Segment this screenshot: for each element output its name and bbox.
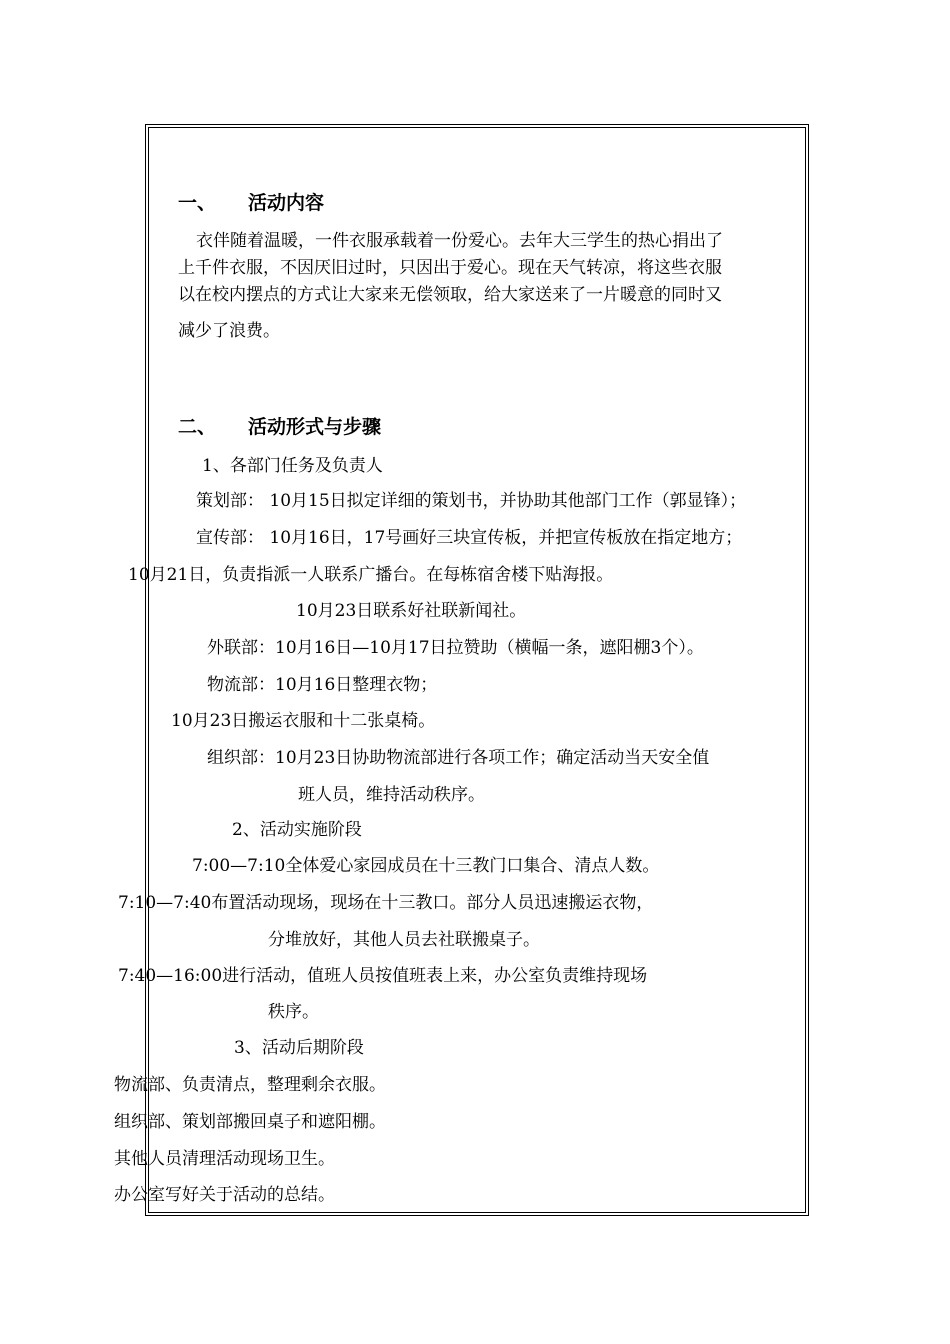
section-2-title: 活动形式与步骤 (248, 416, 382, 438)
task-line: 组织部：10月23日协助物流部进行各项工作；确定活动当天安全值 (207, 748, 710, 768)
stage-line: 7:10—7:40布置活动现场，现场在十三教口。部分人员迅速搬运衣物， (118, 893, 654, 913)
after-line: 办公室写好关于活动的总结。 (114, 1185, 335, 1205)
stage-line: 秩序。 (268, 1002, 319, 1022)
task-line: 宣传部： 10月16日，17号画好三块宣传板，并把宣传板放在指定地方； (196, 528, 743, 548)
stage-line: 7:00—7:10全体爱心家园成员在十三教门口集合、清点人数。 (192, 856, 660, 876)
after-line: 物流部、负责清点，整理剩余衣服。 (114, 1075, 386, 1095)
after-line: 其他人员清理活动现场卫生。 (114, 1149, 335, 1169)
section-2-heading (178, 416, 381, 438)
section-1-heading (178, 192, 324, 214)
section-1-paragraph-line: 衣伴随着温暖，一件衣服承载着一份爱心。去年大三学生的热心捐出了 (196, 231, 723, 251)
task-line: 外联部：10月16日—10月17日拉赞助（横幅一条，遮阳棚3个）。 (207, 638, 704, 658)
task-line: 10月23日联系好社联新闻社。 (296, 601, 527, 621)
task-line: 物流部：10月16日整理衣物； (207, 675, 438, 695)
section-2-number: 二、 (178, 416, 217, 438)
section-1-number: 一、 (178, 192, 217, 214)
stage-line: 7:40—16:00进行活动，值班人员按值班表上来，办公室负责维持现场 (118, 966, 648, 986)
task-line: 班人员，维持活动秩序。 (298, 785, 485, 805)
subsection-3-heading: 3、活动后期阶段 (234, 1038, 364, 1058)
task-line: 策划部： 10月15日拟定详细的策划书，并协助其他部门工作（郭显锋）； (196, 491, 747, 511)
section-1-title: 活动内容 (248, 192, 325, 214)
task-line: 10月21日，负责指派一人联系广播台。在每栋宿舍楼下贴海报。 (128, 565, 614, 585)
after-line: 组织部、策划部搬回桌子和遮阳棚。 (114, 1112, 386, 1132)
section-1-paragraph-line: 上千件衣服，不因厌旧过时，只因出于爱心。现在天气转凉，将这些衣服 (178, 258, 722, 278)
subsection-1-heading: 1、各部门任务及负责人 (202, 456, 383, 476)
subsection-2-heading: 2、活动实施阶段 (232, 820, 362, 840)
stage-line: 分堆放好，其他人员去社联搬桌子。 (268, 930, 540, 950)
section-1-paragraph-line: 减少了浪费。 (178, 321, 280, 341)
task-line: 10月23日搬运衣服和十二张桌椅。 (171, 711, 436, 731)
section-1-paragraph-line: 以在校内摆点的方式让大家来无偿领取，给大家送来了一片暖意的同时又 (178, 285, 722, 305)
